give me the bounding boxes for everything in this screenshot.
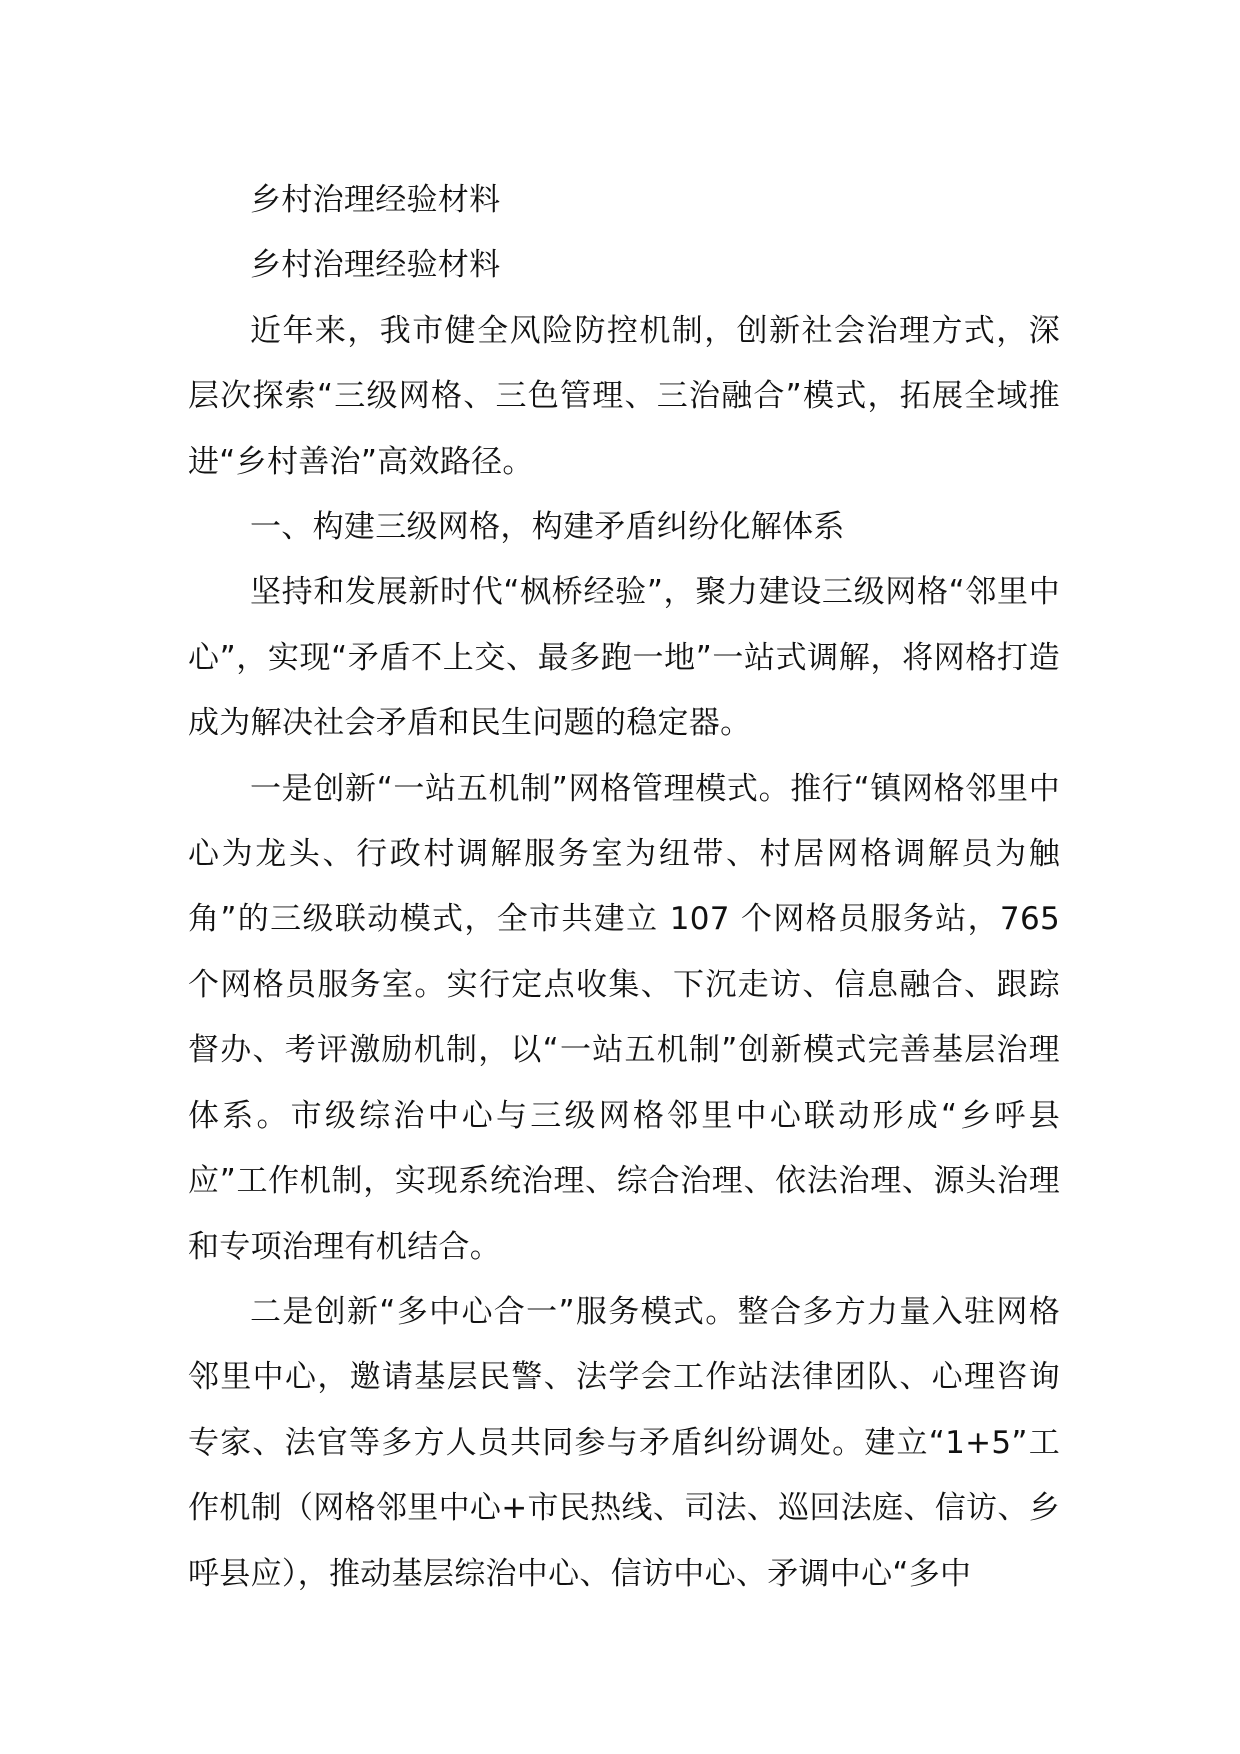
- document-page: [188, 168, 1060, 1607]
- paragraph-intro: 近年来，我市健全风险防控机制，创新社会治理方式，深层次探索“三级网格、三色管理、三治融合”模式，拓展全域推进“乡村善治”高效路径。: [188, 312, 1060, 480]
- paragraph-point-1: 一是创新“一站五机制”网格管理模式。推行“镇网格邻里中心为龙头、行政村调解服务室为纽带、村居网格调解员为触角”的三级联动模式，全市共建立 107 个网格员服务站，765 个网格员服务室。实行定点收集、下沉走访、信息融合、跟踪督办、考评激励机制，以“一站五机制”创新模式完善基层治理体系。市级综治中心与三级网格邻里中心联动形成“乡呼县应”工作机制，实现系统治理、综合治理、依法治理、源头治理和专项治理有机结合。: [188, 770, 1060, 1265]
- paragraph-section-1-intro: 坚持和发展新时代“枫桥经验”，聚力建设三级网格“邻里中心”，实现“矛盾不上交、最多跑一地”一站式调解，将网格打造成为解决社会矛盾和民生问题的稳定器。: [188, 574, 1060, 742]
- document-title: 乡村治理经验材料: [250, 182, 501, 218]
- section-heading-1: 一、构建三级网格，构建矛盾纠纷化解体系: [250, 509, 845, 546]
- document-subtitle: 乡村治理经验材料: [250, 247, 501, 284]
- paragraph-point-2: 二是创新“多中心合一”服务模式。整合多方力量入驻网格邻里中心，邀请基层民警、法学会工作站法律团队、心理咨询专家、法官等多方人员共同参与矛盾纠纷调处。建立“1+5”工作机制（网格邻里中心+市民热线、司法、巡回法庭、信访、乡呼县应），推动基层综治中心、信访中心、矛调中心“多中: [188, 1293, 1060, 1592]
